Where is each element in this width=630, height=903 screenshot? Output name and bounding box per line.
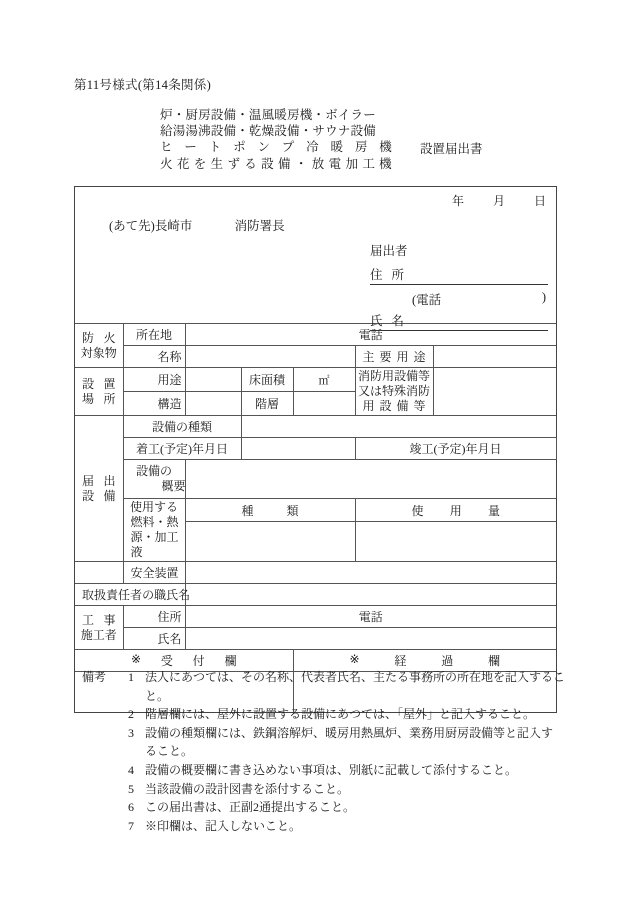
equipment-kind-label: 設備の種類 [123,416,241,438]
applicant-name-field[interactable] [370,311,548,331]
equipment-label-line1: 届 出 [82,473,116,488]
applicant-label: 届出者 [370,244,408,258]
table-row-safety [75,562,556,584]
fire-equipment-label-stack: 消防用設備等 又は特殊消防 用 設 備 等 [358,369,431,413]
building-label-stack [75,330,123,362]
title-line-4-c4: ず [227,156,241,171]
document-kind: 設置届出書 [420,142,483,157]
fuel-label-stack: 使用する 燃 料 ・ 熱 源 ・ 加 工 液 [129,500,179,559]
title-line-4-c6: 設 [261,156,274,171]
remark-item-6 [74,798,574,817]
table-row-fuel-header [75,499,556,522]
remark-number-3: 3 [128,725,134,740]
equipment-kind-value[interactable] [241,416,556,438]
table-row-contractor-name [75,628,556,650]
equipment-label [75,416,123,562]
title-line-4-c9: 放 [311,156,325,171]
title-line-3-c2: ト [208,140,222,155]
contractor-name-value[interactable] [185,628,556,650]
applicant-tel-field[interactable] [370,288,548,311]
contractor-address-label: 住 所 [123,606,185,628]
title-line-4 [160,156,392,172]
manager-value[interactable] [185,584,556,606]
date-month-label: 月 [492,194,505,208]
applicant-tel-close: ) [541,290,546,304]
place-floor-value[interactable] [293,392,355,416]
place-floor-area-label: 床面積 [241,368,293,392]
fuel-amount-header: 使 用 量 [355,499,556,522]
applicant-address-label: 住 所 [370,268,404,282]
title-line-4-c0: 火 [160,156,173,171]
contractor-label-line1: 工 事 [82,612,116,627]
remark-number-2: 2 [128,707,134,722]
title-line-3-c4: ン [257,140,271,155]
building-main-use-label: 主 要 用 途 [355,346,433,368]
remark-number-6: 6 [128,800,134,815]
title-line-4-c5: る [244,156,257,171]
table-row-contractor-address [75,606,556,628]
place-structure-label: 構 造 [123,392,185,416]
title-line-3-c0: ヒ [160,140,173,155]
title-line-4-c1: 花 [176,156,190,171]
equipment-label-stack [75,473,123,505]
remarks-heading: 備考 [82,670,107,684]
building-label-line2: 対象物 [80,345,117,360]
table-row-manager [75,584,556,606]
equipment-finish-label: 竣工(予定)年月日 [355,438,556,460]
building-label [75,324,123,368]
remark-item-3 [74,724,574,743]
equipment-outline-value[interactable] [185,460,556,499]
applicant-address-value[interactable] [404,269,548,283]
applicant-name-label: 氏 名 [370,314,404,328]
title-line-3 [160,139,392,155]
form-title-lines [160,107,392,172]
contractor-tel-label: 電話 [358,610,383,624]
contractor-name-label: 氏 名 [123,628,185,650]
remark-text-6: この届出書は、正副2通提出すること。 [145,800,356,815]
remark-item-4 [74,761,574,780]
date-row [452,192,546,209]
equipment-start-label: 着工(予定)年月日 [123,438,241,460]
contractor-address-value[interactable] [185,606,556,628]
form-title-block [160,107,550,172]
applicant-address-field[interactable] [370,265,548,285]
place-structure-value[interactable] [185,392,241,416]
remark-text-4: 設備の概要欄に書き込めない事項は、別紙に記載して添付すること。 [145,762,518,777]
title-line-3-c9: 機 [379,140,392,155]
title-line-4-c7: 備 [278,156,291,171]
remark-number-1: 1 [128,670,134,684]
table-row-equipment-kind [75,416,556,438]
addressee [109,216,285,234]
remark-item-7 [74,817,574,836]
remark-item-1 [74,668,574,705]
applicant-name-value[interactable] [404,315,548,329]
building-name-value[interactable] [185,346,355,368]
equipment-label-continued [75,562,123,584]
applicant-block [370,241,548,334]
building-main-use-value[interactable] [433,346,556,368]
fire-equipment-label [355,368,433,416]
remark-text-1: 法人にあつては、その名称、代表者氏名、主たる事務所の所在地を記入すること。 [145,670,566,703]
remark-number-7: 7 [128,818,134,833]
table-row-building-name [75,346,556,368]
reception-label: ※ 受 付 欄 [75,650,293,672]
date-year-label: 年 [451,194,464,208]
place-floor-area-value[interactable] [293,368,355,392]
form-table [75,323,556,712]
place-label [75,368,123,416]
title-line-4-c3: 生 [210,156,224,171]
title-line-2: 給湯湯沸設備・乾燥設備・サウナ設備 [160,124,376,139]
building-location-label: 所在地 [123,324,185,346]
remark-number-4: 4 [128,762,134,777]
fire-equipment-value[interactable] [433,368,556,416]
title-line-3-c8: 房 [354,140,368,155]
applicant-tel-open: (電話 [412,293,442,307]
remarks-section [74,668,574,835]
equipment-outline-label [123,460,185,499]
remark-item-2 [74,705,574,724]
place-use-label: 用 途 [123,368,185,392]
remark-text-3: 設備の種類欄には、鉄鋼溶解炉、暖房用熱風炉、業務用厨房設備等と記入す [145,725,554,740]
title-line-4-c2: を [193,156,207,171]
fuel-label [123,499,185,562]
table-row-equipment-dates [75,438,556,460]
remark-number-5: 5 [128,781,134,796]
title-line-3-c5: プ [281,140,295,155]
place-label-line2: 場 所 [82,391,116,406]
title-line-1: 炉・厨房設備・温風暖房機・ボイラー [160,108,376,122]
progress-label: ※ 経 過 欄 [293,650,556,672]
title-line-3-c7: 暖 [330,140,344,155]
form-frame [74,186,557,713]
title-line-4-c13: 機 [379,156,392,171]
title-line-3-c3: ポ [233,140,246,155]
remark-text-2: 階層欄には、屋外に設置する設備にあつては、「屋外」と記入すること。 [145,707,536,722]
remark-text-3-continued: ること。 [145,744,194,759]
fuel-type-header: 種 類 [185,499,355,522]
contractor-label [75,606,123,650]
fuel-amount-value[interactable] [355,522,556,562]
area-unit-label: ㎡ [318,374,330,387]
manager-label: 取 扱 責 任 者 の 職 氏 名 [75,584,185,606]
table-row-place-use [75,368,556,392]
title-line-4-c12: 工 [362,156,376,171]
place-use-value[interactable] [185,368,241,392]
building-name-label: 名 称 [123,346,185,368]
addressee-office: 消防署長 [234,219,285,233]
form-code: 第11号様式(第14条関係) [74,78,212,92]
safety-label: 安 全 装 置 [123,562,185,584]
place-label-line1: 設 置 [82,376,116,391]
contractor-label-line2: 施工者 [80,627,117,642]
remark-item-5 [74,780,574,799]
contractor-label-stack [75,612,123,644]
place-label-stack [75,376,123,408]
fuel-type-value[interactable] [185,522,355,562]
applicant-region [75,187,556,328]
table-row-equipment-outline [75,460,556,499]
equipment-outline-label-stack: 設備の 概 要 [135,464,186,493]
place-floor-label: 階層 [241,392,293,416]
remark-text-5: 当該設備の設計図書を添付すること。 [145,781,350,796]
title-line-4-c10: 電 [328,156,342,171]
title-line-3-c6: 冷 [306,140,319,155]
building-label-line1: 防 火 [82,330,116,345]
safety-value[interactable] [185,562,556,584]
building-tel-label: 電話 [358,328,383,342]
title-line-4-c8: ・ [294,156,308,171]
title-line-4-c11: 加 [345,156,359,171]
title-line-3-c1: ー [184,140,198,155]
date-day-label: 日 [533,194,546,208]
equipment-start-value[interactable] [241,438,355,460]
addressee-city: (あて先)長崎市 [109,219,193,233]
equipment-label-line2: 設 備 [82,488,116,503]
remark-text-7: ※印欄は、記入しないこと。 [145,818,302,833]
